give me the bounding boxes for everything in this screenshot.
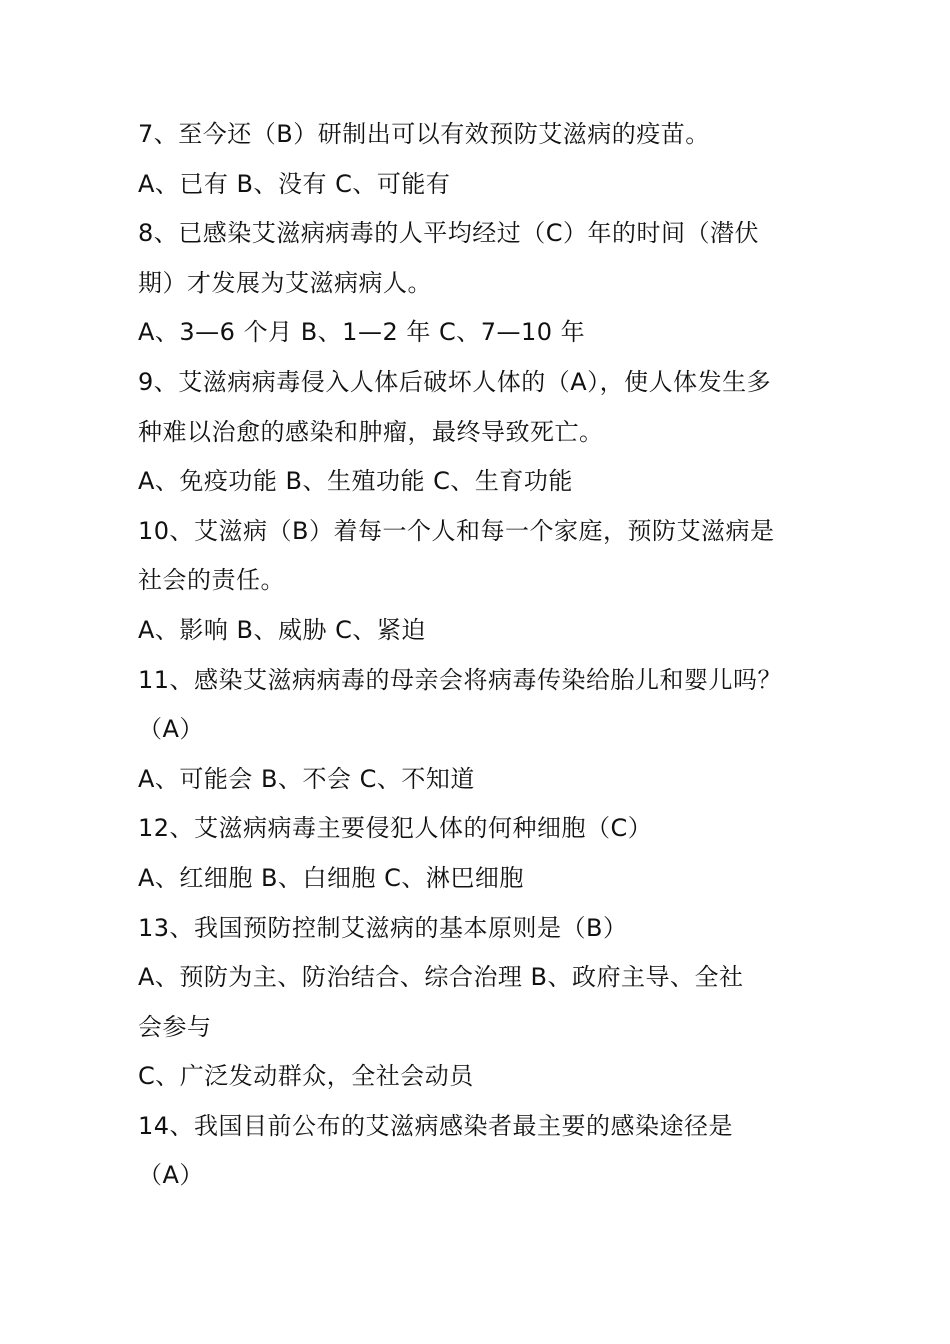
question-8-text: 8、已感染艾滋病病毒的人平均经过（C）年的时间（潜伏: [138, 219, 760, 248]
question-13-options: A、预防为主、防治结合、综合治理 B、政府主导、全社: [138, 963, 744, 992]
question-13-options-cont: 会参与: [138, 1012, 212, 1041]
question-11-options: A、可能会 B、不会 C、不知道: [138, 764, 475, 793]
question-8-options: A、3—6 个月 B、1—2 年 C、7—10 年: [138, 318, 586, 347]
question-10-text: 10、艾滋病（B）着每一个人和每一个家庭，预防艾滋病是: [138, 516, 775, 545]
question-13-option-c: C、广泛发动群众，全社会动员: [138, 1062, 474, 1091]
question-8-text-cont: 期）才发展为艾滋病病人。: [138, 268, 432, 297]
question-7-text: 7、至今还（B）研制出可以有效预防艾滋病的疫苗。: [138, 120, 710, 148]
question-10-options: A、影响 B、威胁 C、紧迫: [138, 615, 426, 644]
question-list: [138, 110, 818, 1201]
question-11-text: 11、感染艾滋病病毒的母亲会将病毒传染给胎儿和婴儿吗？: [138, 665, 783, 694]
question-9-text-cont: 种难以治愈的感染和肿瘤，最终导致死亡。: [138, 417, 604, 446]
question-13-text: 13、我国预防控制艾滋病的基本原则是（B）: [138, 913, 628, 942]
question-9-options: A、免疫功能 B、生殖功能 C、生育功能: [138, 467, 573, 496]
question-10-text-cont: 社会的责任。: [138, 566, 285, 595]
question-14-text: 14、我国目前公布的艾滋病感染者最主要的感染途径是: [138, 1111, 734, 1140]
question-9-text: 9、艾滋病病毒侵入人体后破坏人体的（A），使人体发生多: [138, 367, 772, 396]
question-7-options: A、已有 B、没有 C、可能有: [138, 169, 451, 198]
question-12-options: A、红细胞 B、白细胞 C、淋巴细胞: [138, 863, 524, 892]
question-14-text-cont: （A）: [138, 1161, 204, 1190]
question-12-text: 12、艾滋病病毒主要侵犯人体的何种细胞（C）: [138, 814, 653, 843]
question-11-text-cont: （A）: [138, 715, 204, 744]
